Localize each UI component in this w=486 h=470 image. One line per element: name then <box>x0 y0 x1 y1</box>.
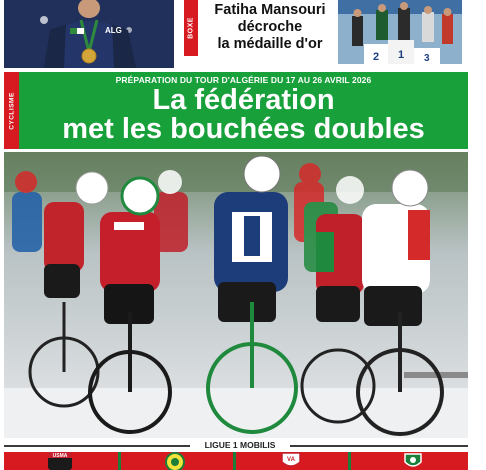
usma-crest-icon[interactable] <box>46 450 74 470</box>
boxing-headline[interactable] <box>202 0 338 56</box>
club-crest-3-icon[interactable] <box>279 450 303 470</box>
podium-photo <box>338 0 462 64</box>
boxer-photo <box>4 0 174 68</box>
league-rule-left <box>4 445 190 447</box>
cycling-headline <box>19 86 468 144</box>
cyclists-illustration <box>4 152 468 438</box>
boxe-tag-label: BOXE <box>187 17 195 39</box>
club-crest-2-icon[interactable] <box>162 450 188 470</box>
boxe-section-tag <box>184 0 198 56</box>
podium-number-2: 2 <box>373 51 380 63</box>
top-strip <box>0 0 486 72</box>
boxer-illustration <box>4 0 174 68</box>
league-rule-right <box>290 445 468 447</box>
cycling-headline-line2: met les bouchées doubles <box>62 113 425 145</box>
usma-crest-text: USMA <box>52 453 68 459</box>
club-crest-4-icon[interactable] <box>400 450 426 470</box>
club-crest-3-text: VA <box>287 457 295 463</box>
boxing-headline-line2: décroche <box>237 19 303 35</box>
podium-number-3: 3 <box>424 53 430 64</box>
boxing-headline-line3: la médaille d'or <box>217 36 323 52</box>
cyclisme-tag-label: CYCLISME <box>8 91 15 130</box>
podium-illustration <box>338 0 462 64</box>
podium-number-1: 1 <box>398 49 405 61</box>
cycling-headline-line1: La fédération <box>152 84 335 116</box>
cyclisme-section-tag <box>4 72 19 149</box>
boxing-headline-line1: Fatiha Mansouri <box>214 2 326 18</box>
cycling-kicker: PRÉPARATION DU TOUR D'ALGÉRIE DU 17 AU 26 AVRIL 2026 <box>115 75 372 85</box>
cycling-banner[interactable] <box>4 72 468 149</box>
jersey-text: ALG <box>105 26 122 35</box>
cycling-race-photo <box>4 152 468 438</box>
league-title[interactable]: LIGUE 1 MOBILIS <box>204 440 276 450</box>
